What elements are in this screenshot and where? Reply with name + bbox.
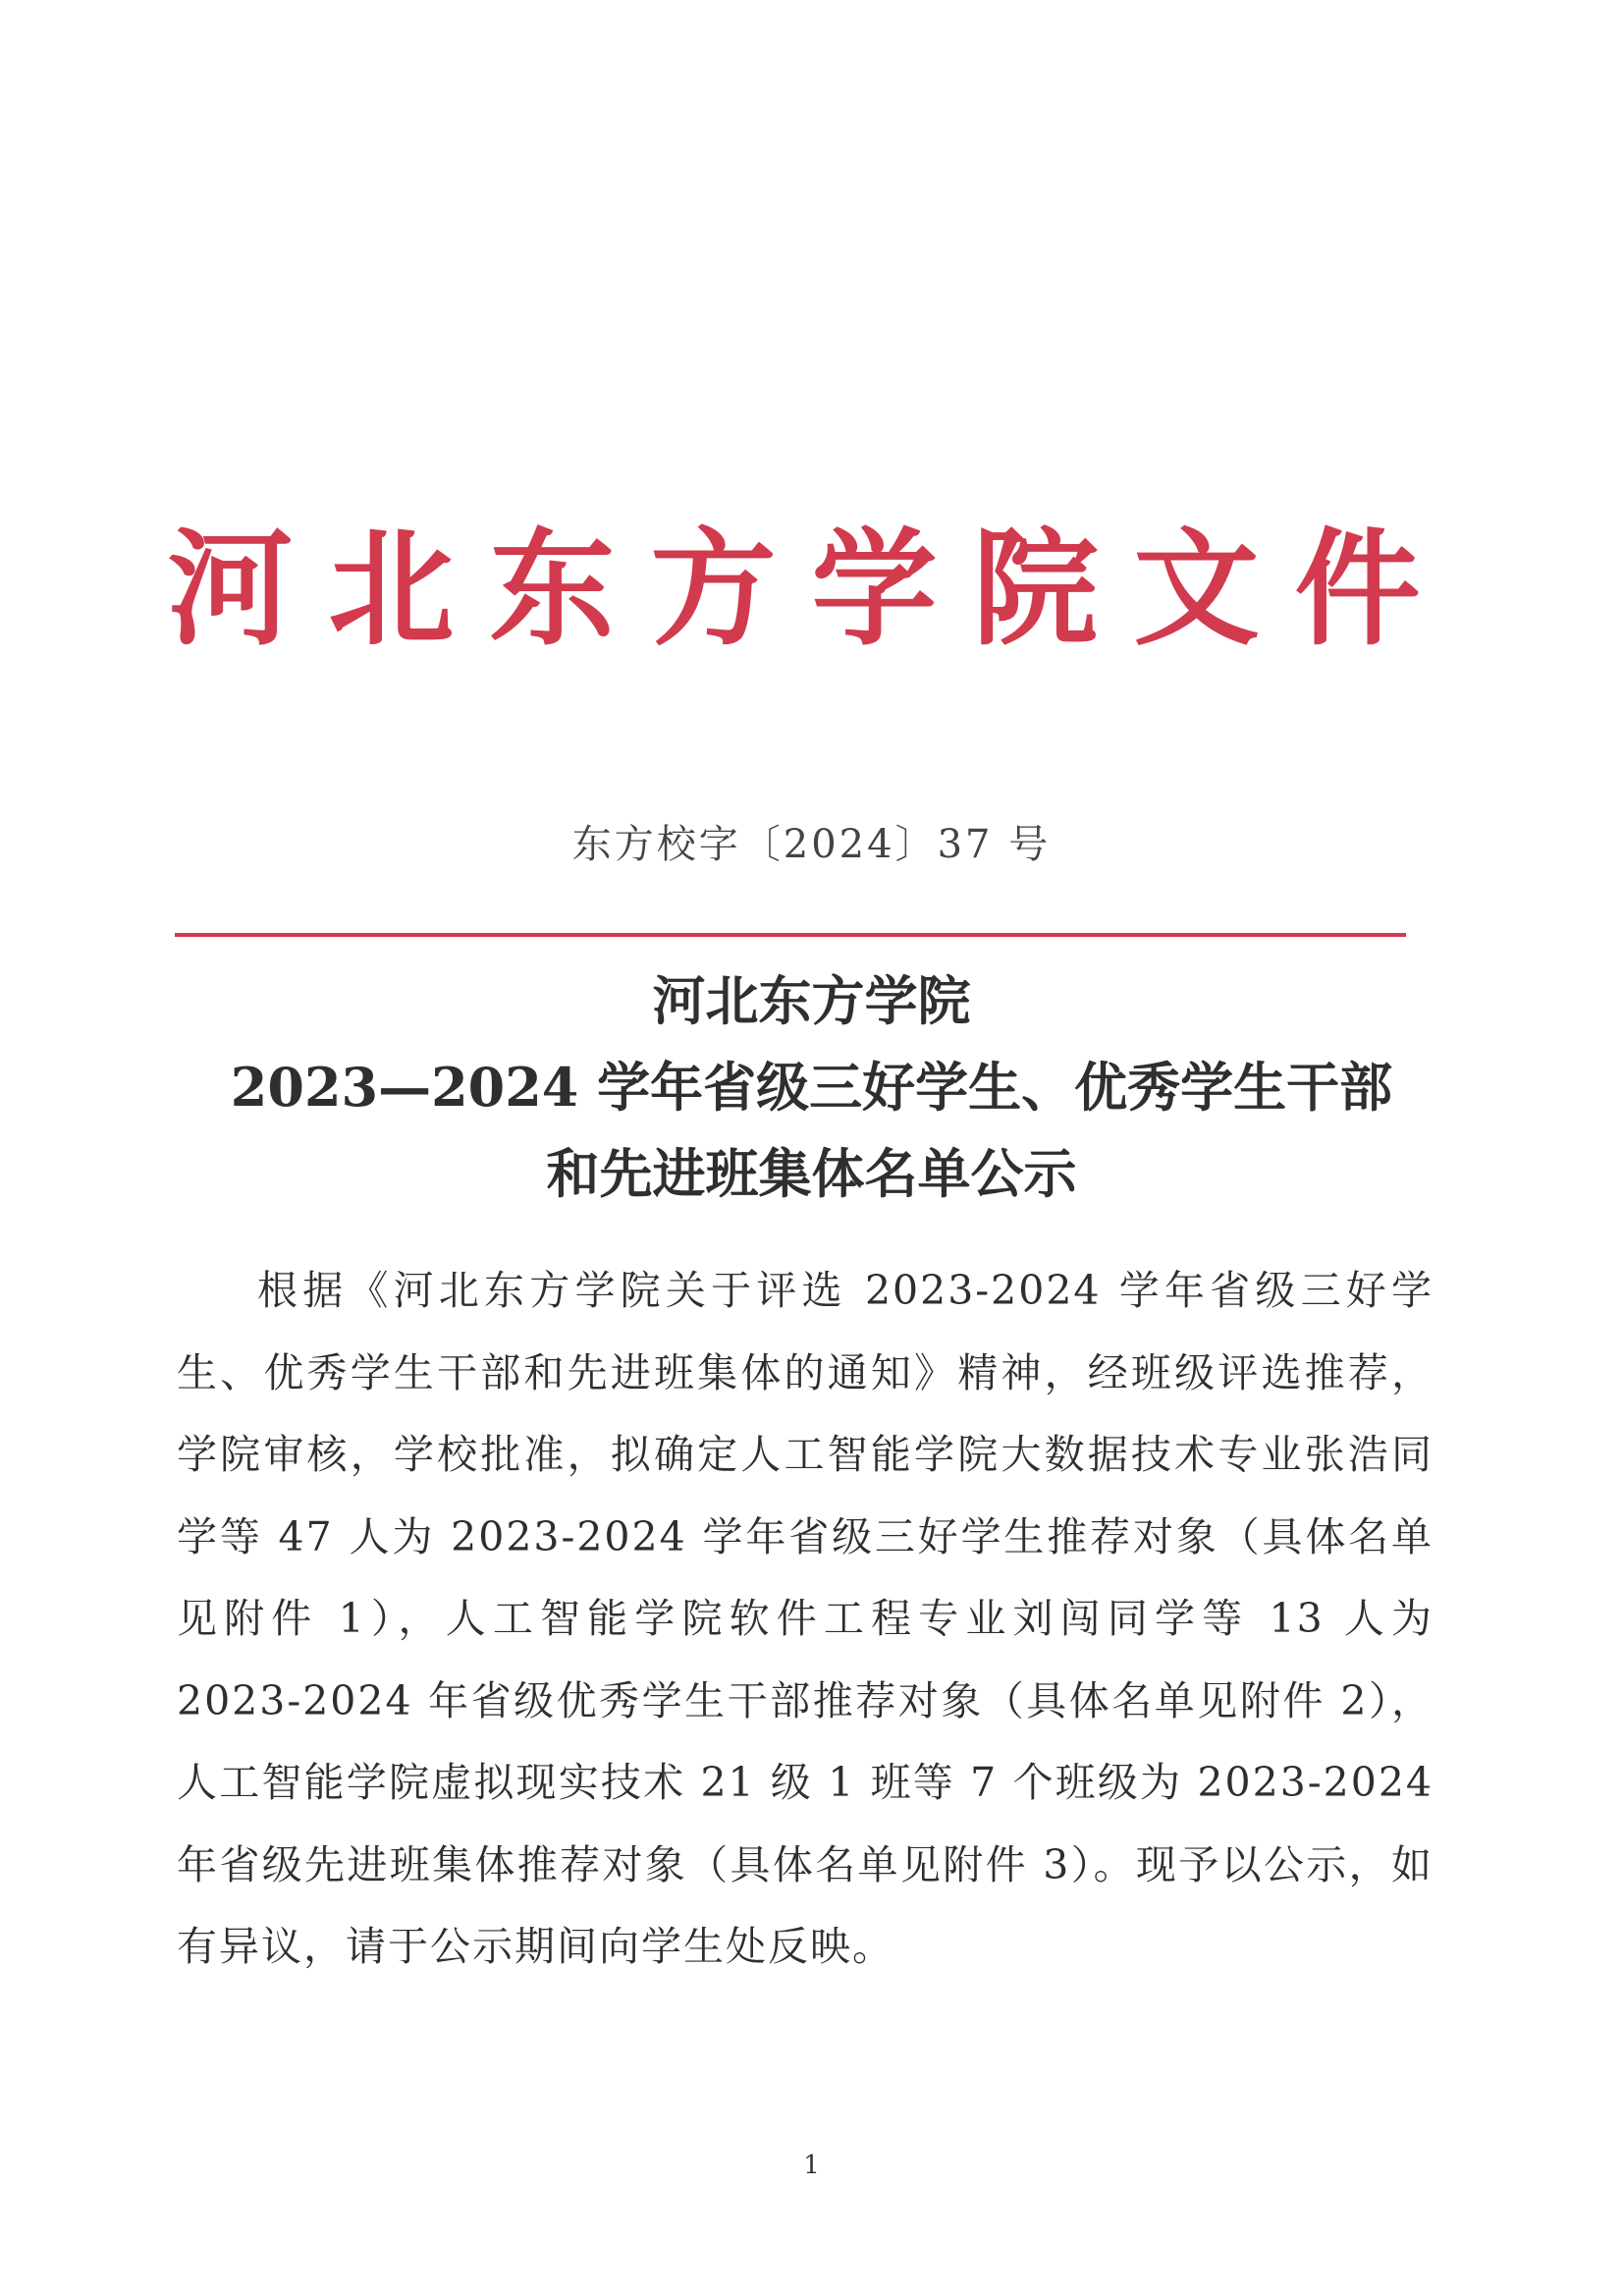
notice-title-line-1: 河北东方学院	[652, 969, 971, 1032]
notice-title-line-3: 和先进班集体名单公示	[546, 1142, 1077, 1205]
page-number: 1	[803, 2151, 820, 2180]
red-divider-line	[175, 933, 1406, 937]
notice-body-paragraph: 根据《河北东方学院关于评选 2023-2024 学年省级三好学生、优秀学生干部和先进班集体的通知》精神，经班级评选推荐，学院审核，学校批准，拟确定人工智能学院大数据技术专业张浩同学等 47 人为 2023-2024 学年省级三好学生推荐对象（具体名单见附件 1），人工智能学院软件工程专业刘闯同学等 13 人为 2023-2024 年省级优秀学生干部推荐对象（具体名单见附件 2），人工智能学院虚拟现实技术 21 级 1 班等 7 个班级为 2023-2024 年省级先进班集体推荐对象（具体名单见附件 3）。现予以公示，如有异议，请于公示期间向学生处反映。	[177, 1267, 1434, 1970]
notice-title	[0, 957, 1623, 1217]
document-number: 东方校字〔2024〕37 号	[571, 822, 1052, 867]
notice-title-line-2: 2023—2024 学年省级三好学生、优秀学生干部	[230, 1056, 1393, 1119]
document-header-title: 河北东方学院文件	[167, 516, 1456, 663]
